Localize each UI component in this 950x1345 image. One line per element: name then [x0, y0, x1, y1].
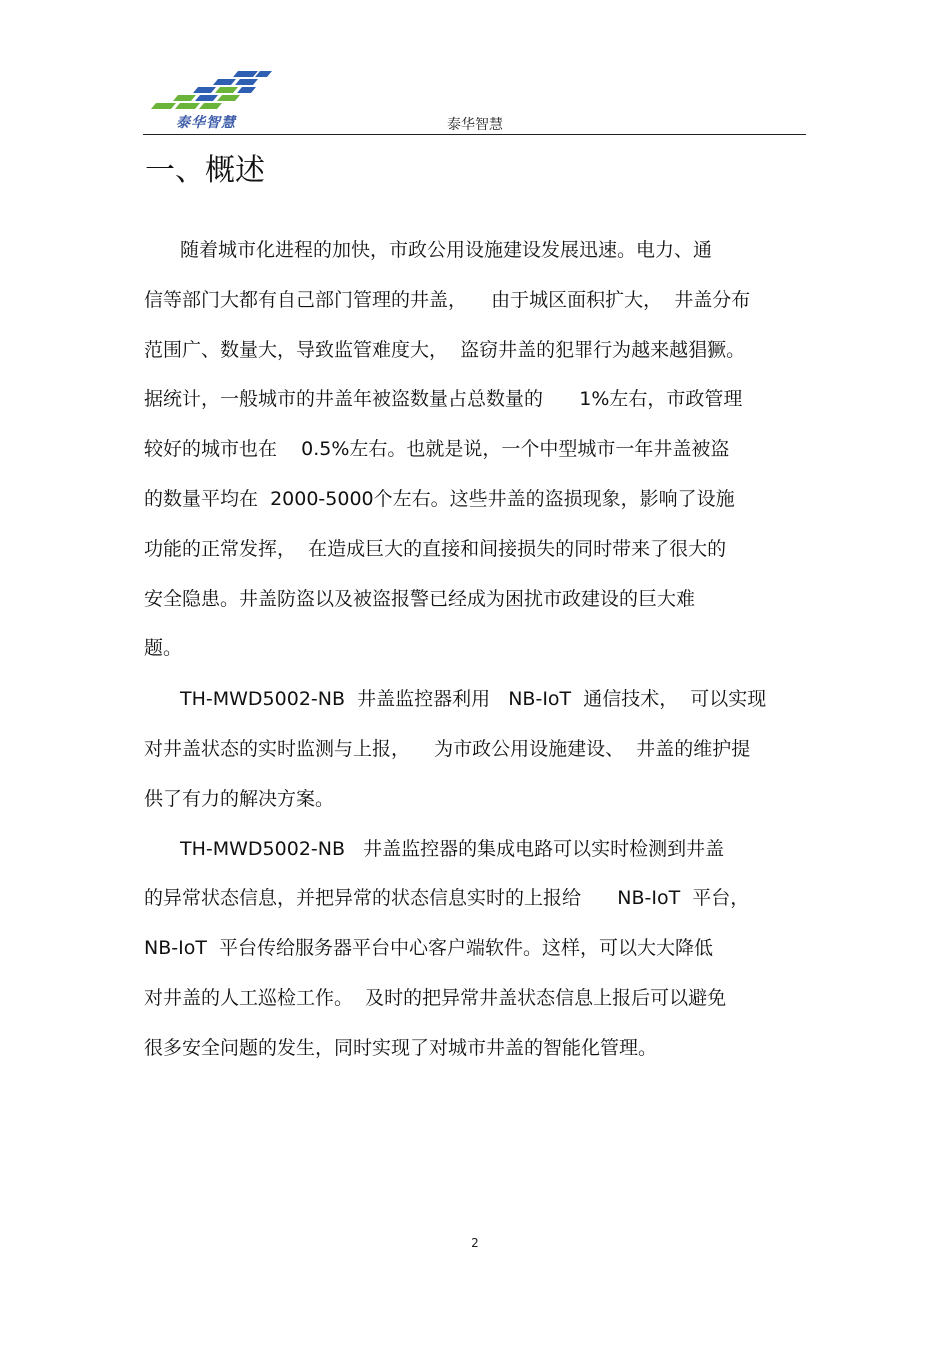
paragraph-line: 的数量平均在 2000-5000个左右。这些井盖的盗损现象，影响了设施: [144, 488, 735, 510]
paragraph-line: 功能的正常发挥， 在造成巨大的直接和间接损失的同时带来了很大的: [144, 538, 727, 560]
paragraph-line: 范围广、数量大，导致监管难度大， 盗窃井盖的犯罪行为越来越猖獗。: [144, 339, 746, 361]
logo-text: 泰华智慧: [176, 115, 236, 131]
paragraph-line: 随着城市化进程的加快，市政公用设施建设发展迅速。电力、通: [180, 239, 713, 261]
paragraph-line: 对井盖的人工巡检工作。 及时的把异常井盖状态信息上报后可以避免: [144, 987, 727, 1009]
paragraph-line: 安全隐患。井盖防盗以及被盗报警已经成为困扰市政建设的巨大难: [144, 588, 696, 610]
paragraph-line: 供了有力的解决方案。: [144, 788, 335, 810]
paragraph-line: 对井盖状态的实时监测与上报， 为市政公用设施建设、 井盖的维护提: [144, 738, 751, 760]
section-heading: 一、概述: [145, 153, 265, 188]
header-title: 泰华智慧: [447, 117, 503, 133]
paragraph-line: TH-MWD5002-NB 井盖监控器的集成电路可以实时检测到井盖: [180, 838, 725, 860]
paragraph-line: 较好的城市也在 0.5%左右。也就是说，一个中型城市一年井盖被盗: [144, 438, 730, 460]
paragraph-line: NB-IoT 平台传给服务器平台中心客户端软件。这样，可以大大降低: [144, 937, 714, 959]
paragraph-line: 据统计，一般城市的井盖年被盗数量占总数量的 1%左右，市政管理: [144, 388, 743, 410]
paragraph-line: 题。: [144, 637, 183, 659]
header-divider: [143, 134, 806, 135]
paragraph-line: 很多安全问题的发生，同时实现了对城市井盖的智能化管理。: [144, 1037, 658, 1059]
paragraph-line: 信等部门大都有自己部门管理的井盖， 由于城区面积扩大， 井盖分布: [144, 289, 751, 311]
paragraph-line: 的异常状态信息，并把异常的状态信息实时的上报给 NB-IoT 平台，: [144, 887, 750, 909]
paragraph-line: TH-MWD5002-NB 井盖监控器利用 NB-IoT 通信技术， 可以实现: [180, 688, 767, 710]
logo-mark-icon: [148, 68, 278, 116]
page-number: 2: [471, 1236, 479, 1250]
